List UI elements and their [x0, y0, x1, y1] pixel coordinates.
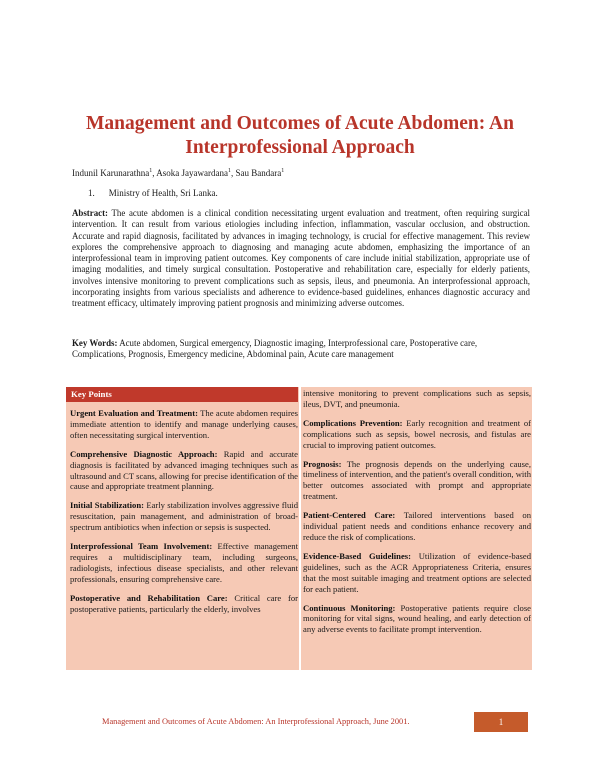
author-list: Indunil Karunarathna$^1$, Asoka Jayawardana$^1$, Sau Bandara$^1$ [72, 168, 285, 178]
key-point-text: The acute abdomen requires immediate attention to identify and manage underlying causes, often necessitating surgical intervention. [70, 408, 298, 440]
key-point-text: Postoperative patients require close monitoring for vital signs, wound healing, and early detection of any adverse events to facilitate prompt intervention. [303, 602, 531, 635]
key-point [70, 541, 298, 585]
key-point-continuation: intensive monitoring to prevent complications such as sepsis, ileus, DVT, and pneumonia. [303, 388, 531, 409]
author-name: Indunil Karunarathna [72, 168, 150, 178]
author-name: Sau Bandara [235, 168, 282, 178]
key-points-heading: Key Points [66, 387, 298, 402]
page-title: Management and Outcomes of Acute Abdomen: An Interprofessional Approach [86, 113, 514, 158]
key-point-label: Interprofessional Team Involvement: [70, 541, 213, 552]
key-point-label: Initial Stabilization: [70, 500, 144, 511]
keywords [72, 338, 530, 361]
footer-citation: Management and Outcomes of Acute Abdomen: An Interprofessional Approach, June 2001. [102, 717, 410, 726]
key-point [303, 459, 531, 503]
key-point-text: Early recognition and treatment of complications such as sepsis, bowel necrosis, and fistulas are crucial to improving patient outcomes. [303, 417, 532, 450]
key-points-left-column [70, 408, 298, 623]
key-point [303, 551, 531, 595]
page-footer [0, 712, 600, 732]
affiliation-number: 1. [88, 188, 95, 198]
key-points-panel [66, 387, 532, 670]
key-point-label: Urgent Evaluation and Treatment: [70, 408, 198, 418]
key-point [303, 510, 531, 543]
key-point-text: Effective management requires a multidisciplinary team, including surgeons, radiologists, infectious disease specialists, and other relevant professionals, ensuring comprehensive care. [70, 541, 298, 584]
key-point-text: The prognosis depends on the underlying cause, timeliness of intervention, and the patient's overall condition, with better outcomes associated with prompt and appropriate treatment. [303, 458, 531, 502]
affiliation [88, 188, 218, 198]
keywords-label: Key Words: [72, 338, 118, 348]
key-point-label: Postoperative and Rehabilitation Care: [70, 592, 228, 603]
affiliation-text: Ministry of Health, Sri Lanka. [108, 188, 218, 198]
key-point-text: Critical care for postoperative patients, particularly the elderly, involves [70, 592, 298, 614]
key-point-text: Early stabilization involves aggressive fluid resuscitation, pain management, and administration of broad-spectrum antibiotics when infection or sepsis is suspected. [70, 500, 298, 533]
author-affiliation-marker: 1 [149, 168, 153, 174]
key-point [70, 449, 298, 493]
key-point-text: Utilization of evidence-based guidelines, such as the ACR Appropriateness Criteria, ensures that the most suitable imaging and treatment options are selected for each patient. [303, 550, 531, 594]
key-point [303, 418, 531, 451]
key-point-label: Comprehensive Diagnostic Approach: [70, 448, 218, 459]
key-point-label: Prognosis: [303, 458, 342, 469]
abstract-label: Abstract: [72, 208, 108, 218]
column-divider [299, 387, 301, 670]
key-point-label: Patient-Centered Care: [303, 510, 396, 521]
keywords-text: Acute abdomen, Surgical emergency, Diagnostic imaging, Interprofessional care, Postoperative care, Complications, Prognosis, Emergency medicine, Abdominal pain, Acute care management [72, 338, 478, 360]
key-point [303, 603, 531, 636]
key-points-right-column [303, 388, 531, 643]
key-point [70, 500, 298, 533]
author-affiliation-marker: 1 [227, 168, 231, 174]
key-point-text: Tailored interventions based on individual patient needs and conditions enhance recovery and reduce the risk of complications. [303, 510, 531, 542]
key-point-label: Evidence-Based Guidelines: [303, 550, 411, 561]
key-point [70, 408, 298, 441]
abstract-text: The acute abdomen is a clinical condition necessitating urgent evaluation and treatment, often requiring surgical intervention. It can result from various etiologies including infection, inflammation, vascular occlusion, and obstruction. Accurate and rapid diagnosis, facilitated by advances in imaging technology, is crucial for effective management. This review explores the comprehensive approach to diagnosing and managing acute abdomen, emphasizing the importance of an interprofessional team in improving patient outcomes. Key components of care include initial stabilization, appropriate use of imaging modalities, and timely surgical consultation. Postoperative and rehabilitation care, especially for elderly patients, involves intensive monitoring to prevent complications such as sepsis, ileus, and pneumonia. An interprofessional approach, incorporating insights from various specialists and adherence to evidence-based guidelines, enhances diagnostic accuracy and treatment efficacy, ultimately improving patient prognosis and minimizing adverse outcomes. [72, 208, 530, 309]
key-point-label: Continuous Monitoring: [303, 602, 396, 613]
key-point-label: Complications Prevention: [303, 417, 403, 428]
key-point [70, 593, 298, 615]
abstract [72, 208, 530, 310]
author-name: Asoka Jayawardana [156, 168, 228, 178]
key-point-text: Rapid and accurate diagnosis is facilitated by advanced imaging techniques such as ultrasound and CT scans, allowing for precise identification of the cause and appropriate treatment planning. [70, 448, 298, 492]
author-affiliation-marker: 1 [281, 168, 285, 174]
page-number: 1 [474, 712, 528, 732]
